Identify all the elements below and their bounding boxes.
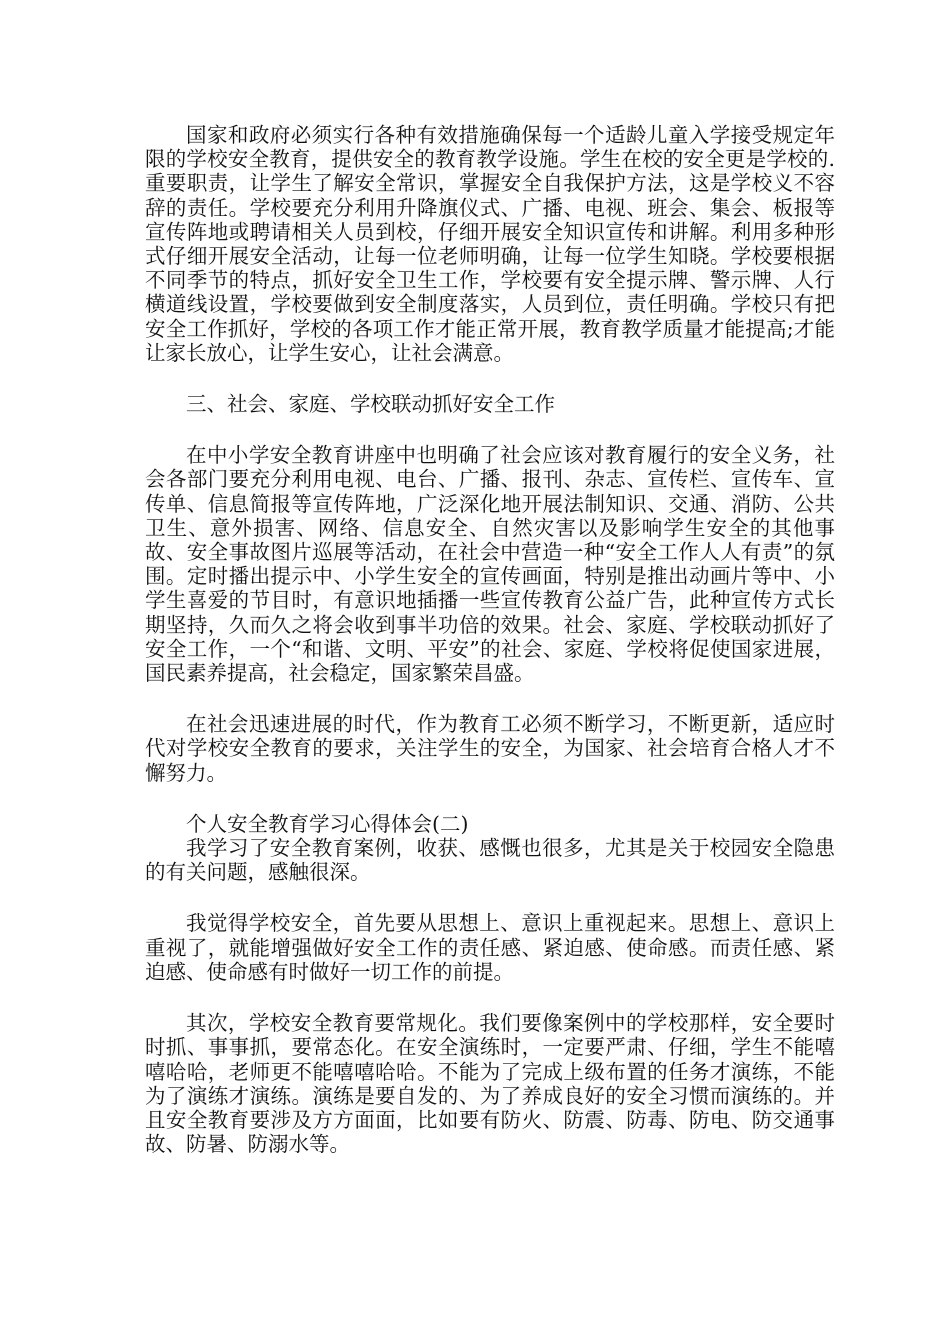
- paragraph-gap: [145, 685, 835, 712]
- paragraph-continuous-learning: 在社会迅速进展的时代，作为教育工必须不断学习，不断更新，适应时代对学校安全教育的要求，关注学生的安全，为国家、社会培育合格人才不懈努力。: [145, 712, 835, 785]
- paragraph-gap: [145, 365, 835, 392]
- section-heading-linkage: 三、社会、家庭、学校联动抓好安全工作: [186, 392, 555, 417]
- paragraph-routine-education: 其次，学校安全教育要常规化。我们要像案例中的学校那样，安全要时时抓、事事抓，要常态化。在安全演练时，一定要严肃、仔细，学生不能嘻嘻哈哈，老师更不能嘻嘻哈哈。不能为了完成上级布置的任务才演练，不能为了演练才演练。演练是要自发的、为了养成良好的安全习惯而演练的。并且安全教育要涉及方方面面，比如要有防火、防震、防毒、防电、防交通事故、防暑、防溺水等。: [145, 1011, 835, 1157]
- paragraph-case-study: 我学习了安全教育案例，收获、感慨也很多，尤其是关于校园安全隐患的有关问题，感触很深。: [145, 836, 835, 885]
- document-page: [145, 123, 835, 1156]
- subtitle-part-two: 个人安全教育学习心得体会(二): [186, 811, 469, 836]
- paragraph-society-duty: 在中小学安全教育讲座中也明确了社会应该对教育履行的安全义务，社会各部门要充分利用电视、电台、广播、报刊、杂志、宣传栏、宣传车、宣传单、信息简报等宣传阵地，广泛深化地开展法制知识、交通、消防、公共卫生、意外损害、网络、信息安全、自然灾害以及影响学生安全的其他事故、安全事故图片巡展等活动，在社会中营造一种“安全工作人人有责”的氛围。定时播出提示中、小学生安全的宣传画面，特别是推出动画片等中、小学生喜爱的节目时，有意识地插播一些宣传教育公益广告，此种宣传方式长期坚持，久而久之将会收到事半功倍的效果。社会、家庭、学校联动抓好了安全工作，一个“和谐、文明、平安”的社会、家庭、学校将促使国家进展，国民素养提高，社会稳定，国家繁荣昌盛。: [145, 443, 835, 686]
- paragraph-gap: [145, 785, 835, 812]
- paragraph-gap: [145, 416, 835, 443]
- paragraph-school-duty: 国家和政府必须实行各种有效措施确保每一个适龄儿童入学接受规定年限的学校安全教育，提供安全的教育教学设施。学生在校的安全更是学校的.重要职责，让学生了解安全常识，掌握安全自我保护方法，这是学校义不容辞的责任。学校要充分利用升降旗仪式、广播、电视、班会、集会、板报等宣传阵地或聘请相关人员到校，仔细开展安全知识宣传和讲解。利用多种形式仔细开展安全活动，让每一位老师明确，让每一位学生知晓。学校要根据不同季节的特点，抓好安全卫生工作，学校要有安全提示牌、警示牌、人行横道线设置，学校要做到安全制度落实，人员到位，责任明确。学校只有把安全工作抓好，学校的各项工作才能正常开展，教育教学质量才能提高;才能让家长放心，让学生安心，让社会满意。: [145, 123, 835, 365]
- paragraph-awareness: 我觉得学校安全，首先要从思想上、意识上重视起来。思想上、意识上重视了，就能增强做好安全工作的责任感、紧迫感、使命感。而责任感、紧迫感、使命感有时做好一切工作的前提。: [145, 911, 835, 984]
- paragraph-gap: [145, 984, 835, 1011]
- paragraph-gap: [145, 884, 835, 911]
